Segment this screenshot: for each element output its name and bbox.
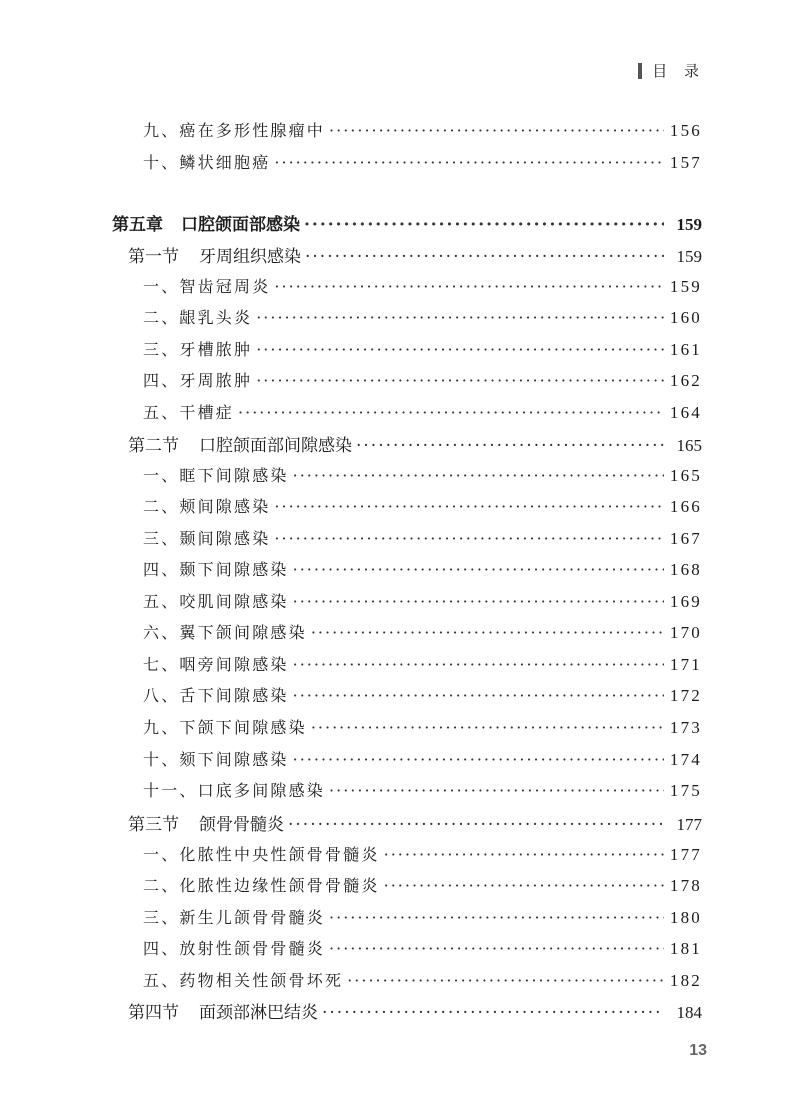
dot-leader bbox=[329, 908, 664, 927]
toc-entry-label bbox=[143, 905, 325, 928]
toc-entry-item[interactable] bbox=[143, 842, 702, 866]
toc-entry-page: 177 bbox=[669, 845, 702, 864]
toc-entry-title: 五、干槽症 bbox=[143, 403, 235, 422]
dot-leader bbox=[293, 750, 664, 769]
dot-leader bbox=[329, 939, 664, 958]
toc-entry-item[interactable] bbox=[143, 968, 702, 992]
toc-entry-title: 一、智齿冠周炎 bbox=[143, 277, 271, 296]
toc-entry-number: 第二节 bbox=[128, 436, 179, 456]
toc-entry-label bbox=[143, 305, 252, 328]
toc-entry-item[interactable] bbox=[143, 589, 702, 613]
toc-entry-item[interactable] bbox=[143, 400, 702, 424]
dot-leader bbox=[274, 497, 664, 516]
toc-entry-label bbox=[143, 337, 252, 360]
dot-leader bbox=[238, 403, 664, 422]
toc-entry-label bbox=[143, 936, 325, 959]
toc-entry-label bbox=[143, 968, 343, 991]
dot-leader bbox=[384, 845, 664, 864]
header-bar-mark bbox=[638, 63, 642, 79]
toc-entry-page: 168 bbox=[669, 560, 702, 579]
toc-entry-title: 三、牙槽脓肿 bbox=[143, 340, 253, 359]
dot-leader bbox=[274, 153, 664, 172]
toc-entry-page: 180 bbox=[669, 908, 702, 927]
toc-entry-item[interactable] bbox=[143, 778, 702, 802]
toc-entry-title: 四、放射性颌骨骨髓炎 bbox=[143, 939, 326, 958]
toc-entry-page: 167 bbox=[669, 529, 702, 548]
toc-entry-item[interactable] bbox=[143, 936, 702, 960]
page-number: 13 bbox=[689, 1042, 707, 1059]
toc-entry-title: 四、牙周脓肿 bbox=[143, 371, 253, 390]
toc-entry-number: 第一节 bbox=[128, 247, 179, 267]
toc-entry-label bbox=[143, 842, 380, 865]
toc-entry-page: 177 bbox=[676, 815, 702, 834]
toc-entry-label bbox=[128, 431, 352, 456]
toc-entry-label bbox=[143, 463, 289, 486]
dot-leader bbox=[384, 876, 664, 895]
toc-entry-item[interactable] bbox=[143, 747, 702, 771]
dot-leader bbox=[311, 623, 664, 642]
running-header bbox=[638, 60, 705, 81]
toc-entry-title: 八、舌下间隙感染 bbox=[143, 686, 289, 705]
toc-entry-item[interactable] bbox=[143, 274, 702, 298]
toc-entry-title: 十一、口底多间隙感染 bbox=[143, 781, 326, 800]
toc-entry-title: 一、眶下间隙感染 bbox=[143, 466, 289, 485]
toc-entry-page: 175 bbox=[669, 781, 702, 800]
dot-leader bbox=[274, 277, 664, 296]
dot-leader bbox=[293, 560, 664, 579]
toc-entry-item[interactable] bbox=[143, 368, 702, 392]
toc-entry-title: 牙周组织感染 bbox=[199, 247, 301, 267]
toc-entry-page: 161 bbox=[669, 340, 702, 359]
toc-entry-section[interactable] bbox=[128, 810, 702, 834]
dot-leader bbox=[311, 718, 664, 737]
toc-entry-label bbox=[112, 210, 300, 235]
toc-entry-page: 178 bbox=[669, 876, 702, 895]
toc-entry-number: 第五章 bbox=[112, 215, 163, 235]
toc-entry-page: 157 bbox=[669, 153, 702, 172]
toc-entry-number: 第三节 bbox=[128, 815, 179, 835]
toc-entry-page: 170 bbox=[669, 623, 702, 642]
toc-entry-page: 172 bbox=[669, 686, 702, 705]
toc-entry-page: 159 bbox=[676, 247, 702, 266]
toc-entry-item[interactable] bbox=[143, 715, 702, 739]
dot-leader bbox=[322, 1003, 664, 1023]
toc-entry-page: 160 bbox=[669, 308, 702, 327]
toc-entry-section[interactable] bbox=[128, 242, 702, 266]
toc-entry-label bbox=[143, 150, 270, 173]
toc-entry-title: 面颈部淋巴结炎 bbox=[199, 1003, 318, 1023]
toc-entry-title: 二、化脓性边缘性颌骨骨髓炎 bbox=[143, 876, 380, 895]
toc-entry-item[interactable] bbox=[143, 118, 702, 142]
dot-leader bbox=[329, 781, 664, 800]
dot-leader bbox=[256, 340, 664, 359]
toc-entry-page: 165 bbox=[669, 466, 702, 485]
dot-leader bbox=[256, 371, 664, 390]
toc-entry-title: 十、颏下间隙感染 bbox=[143, 750, 289, 769]
toc-entry-title: 三、新生儿颌骨骨髓炎 bbox=[143, 908, 326, 927]
toc-entry-title: 九、下颌下间隙感染 bbox=[143, 718, 307, 737]
toc-entry-page: 174 bbox=[669, 750, 702, 769]
toc-entry-title: 五、药物相关性颌骨坏死 bbox=[143, 971, 344, 990]
toc-entry-page: 164 bbox=[669, 403, 702, 422]
toc-entry-label bbox=[143, 652, 289, 675]
toc-entry-label bbox=[143, 526, 270, 549]
toc-entry-label bbox=[143, 494, 270, 517]
toc-entry-item[interactable] bbox=[143, 463, 702, 487]
toc-entry-label bbox=[143, 400, 234, 423]
toc-entry-label bbox=[143, 873, 380, 896]
toc-entry-label bbox=[143, 747, 289, 770]
toc-entry-label bbox=[143, 368, 252, 391]
toc-entry-section[interactable] bbox=[128, 998, 702, 1022]
toc-entry-title: 九、癌在多形性腺瘤中 bbox=[143, 121, 326, 140]
toc-entry-page: 162 bbox=[669, 371, 702, 390]
toc-entry-page: 181 bbox=[669, 939, 702, 958]
toc-entry-item[interactable] bbox=[143, 337, 702, 361]
toc-entry-item[interactable] bbox=[143, 873, 702, 897]
dot-leader bbox=[305, 247, 664, 267]
dot-leader bbox=[293, 686, 664, 705]
toc-entry-label bbox=[128, 998, 318, 1023]
dot-leader bbox=[356, 436, 664, 456]
toc-entry-item[interactable] bbox=[143, 652, 702, 676]
toc-entry-item[interactable] bbox=[143, 150, 702, 174]
toc-entry-item[interactable] bbox=[143, 905, 702, 929]
toc-entry-page: 159 bbox=[669, 277, 702, 296]
dot-leader bbox=[347, 971, 664, 990]
toc-entry-title: 一、化脓性中央性颌骨骨髓炎 bbox=[143, 845, 380, 864]
toc-entry-page: 184 bbox=[676, 1003, 702, 1022]
toc-entry-label bbox=[143, 557, 289, 580]
dot-leader bbox=[293, 466, 664, 485]
dot-leader bbox=[256, 308, 664, 327]
toc-entry-page: 182 bbox=[669, 971, 702, 990]
toc-entry-label bbox=[143, 715, 307, 738]
toc-entry-title: 四、颞下间隙感染 bbox=[143, 560, 289, 579]
toc-entry-label bbox=[143, 274, 270, 297]
toc-entry-label bbox=[143, 620, 307, 643]
toc-entry-label bbox=[143, 778, 325, 801]
dot-leader bbox=[293, 592, 664, 611]
toc-entry-title: 口腔颌面部间隙感染 bbox=[199, 436, 352, 456]
toc-entry-number: 第四节 bbox=[128, 1003, 179, 1023]
dot-leader bbox=[293, 655, 664, 674]
toc-entry-label bbox=[128, 810, 284, 835]
toc-entry-page: 156 bbox=[669, 121, 702, 140]
toc-entry-section[interactable] bbox=[128, 431, 702, 455]
toc-entry-label bbox=[143, 118, 325, 141]
toc-entry-item[interactable] bbox=[143, 620, 702, 644]
toc-entry-chapter[interactable] bbox=[112, 210, 702, 234]
dot-leader bbox=[288, 815, 664, 835]
toc-entry-item[interactable] bbox=[143, 683, 702, 707]
toc-entry-page: 159 bbox=[676, 215, 702, 234]
toc-entry-title: 三、颞间隙感染 bbox=[143, 529, 271, 548]
dot-leader bbox=[329, 121, 664, 140]
toc-entry-page: 171 bbox=[669, 655, 702, 674]
toc-entry-page: 165 bbox=[676, 436, 702, 455]
toc-entry-page: 173 bbox=[669, 718, 702, 737]
toc-entry-title: 六、翼下颌间隙感染 bbox=[143, 623, 307, 642]
toc-entry-item[interactable] bbox=[143, 526, 702, 550]
dot-leader bbox=[274, 529, 664, 548]
toc-entry-item[interactable] bbox=[143, 557, 702, 581]
toc-entry-label bbox=[143, 589, 289, 612]
toc-entry-title: 二、龈乳头炎 bbox=[143, 308, 253, 327]
toc-entry-title: 口腔颌面部感染 bbox=[181, 215, 300, 235]
toc-entry-label bbox=[143, 683, 289, 706]
toc-entry-item[interactable] bbox=[143, 494, 702, 518]
toc-entry-title: 五、咬肌间隙感染 bbox=[143, 592, 289, 611]
toc-entry-title: 十、鳞状细胞癌 bbox=[143, 153, 271, 172]
dot-leader bbox=[304, 215, 664, 235]
toc-entry-title: 颌骨骨髓炎 bbox=[199, 815, 284, 835]
toc-entry-item[interactable] bbox=[143, 305, 702, 329]
toc-entry-label bbox=[128, 242, 301, 267]
toc-entry-title: 七、咽旁间隙感染 bbox=[143, 655, 289, 674]
header-title: 目 录 bbox=[652, 62, 705, 80]
toc-entry-page: 166 bbox=[669, 497, 702, 516]
toc-entry-page: 169 bbox=[669, 592, 702, 611]
toc-entry-title: 二、颊间隙感染 bbox=[143, 497, 271, 516]
